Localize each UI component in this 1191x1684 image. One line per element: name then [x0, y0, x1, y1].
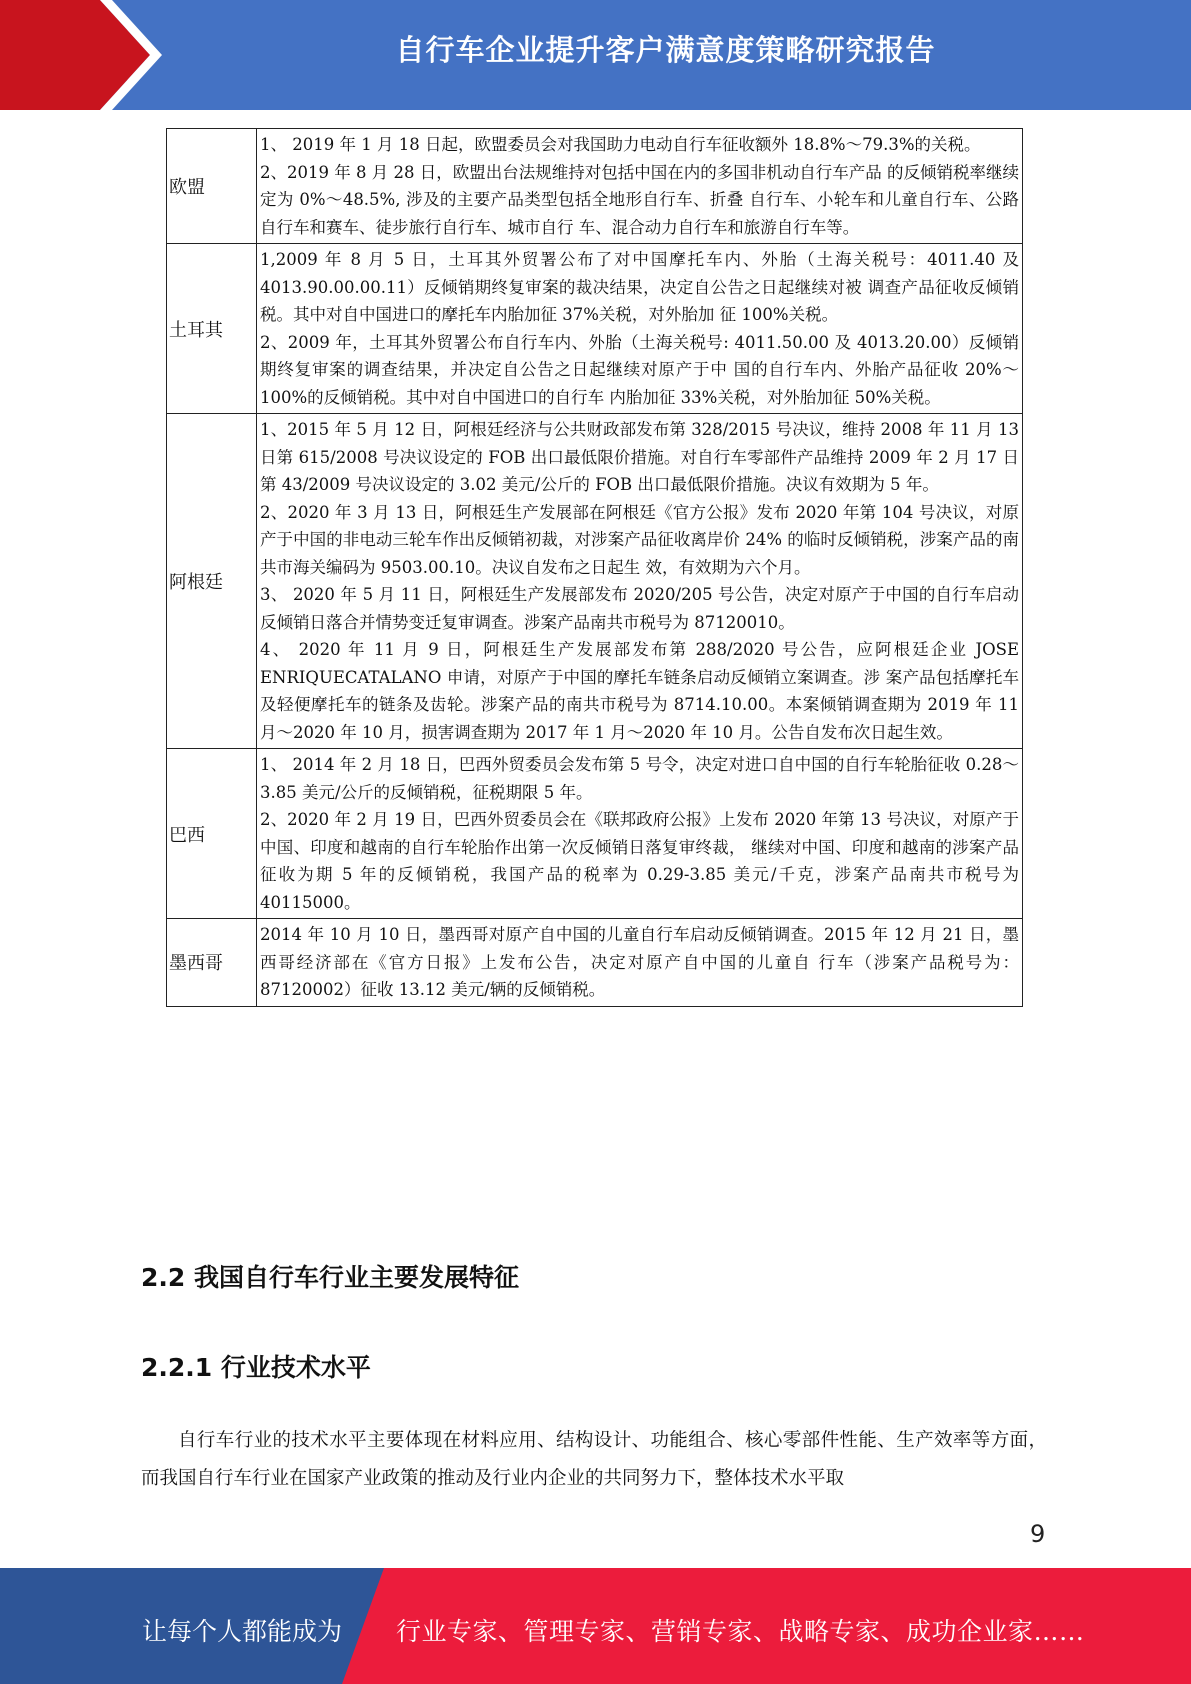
measures-cell [257, 414, 1023, 749]
header-banner [0, 0, 1191, 110]
measures-cell [257, 244, 1023, 414]
footer-banner [0, 1568, 1191, 1684]
subsection-heading: 2.2.1 行业技术水平 [141, 1353, 371, 1382]
anti-dumping-table [166, 128, 1023, 1007]
body-paragraph: 自行车行业的技术水平主要体现在材料应用、结构设计、功能组合、核心零部件性能、生产效率等方面，而我国自行车行业在国家产业政策的推动及行业内企业的共同努力下，整体技术水平取 [141, 1430, 1047, 1489]
page-number: 9 [1030, 1520, 1046, 1548]
table-row [167, 414, 1023, 749]
footer-slogan-right: 行业专家、管理专家、营销专家、战略专家、成功企业家…… [396, 1617, 1085, 1646]
country-cell: 欧盟 [167, 129, 257, 244]
measures-cell [257, 749, 1023, 919]
footer-slogan-left: 让每个人都能成为 [142, 1617, 343, 1646]
measure-paragraph: 2、2020 年 3 月 13 日，阿根廷生产发展部在阿根廷《官方公报》发布 2020 年第 104 号决议，对原产于中国的非电动三轮车作出反倾销初裁，对涉案产品征收离岸价 24% 的临时反倾销税，涉案产品的南共市海关编码为 9503.00.10。决议自发布之日起生 效，有效期为六个月。 [260, 502, 1019, 577]
measure-paragraph: 2、2019 年 8 月 28 日，欧盟出台法规维持对包括中国在内的多国非机动自行车产品 的反倾销税率继续定为 0%～48.5%, 涉及的主要产品类型包括全地形自行车、折叠 自行车、小轮车和儿童自行车、公路自行车和赛车、徒步旅行自行车、城市自行 车、混合动力自行车和旅游自行车等。 [260, 162, 1019, 237]
table-row [167, 749, 1023, 919]
table-row [167, 919, 1023, 1007]
country-cell: 巴西 [167, 749, 257, 919]
measure-paragraph: 2014 年 10 月 10 日，墨西哥对原产自中国的儿童自行车启动反倾销调查。2015 年 12 月 21 日，墨西哥经济部在《官方日报》上发布公告，决定对原产自中国的儿童自 行车（涉案产品税号为：87120002）征收 13.12 美元/辆的反倾销税。 [260, 925, 1019, 999]
country-cell: 墨西哥 [167, 919, 257, 1007]
measure-paragraph: 1、 2014 年 2 月 18 日，巴西外贸委员会发布第 5 号令，决定对进口自中国的自行车轮胎征收 0.28～3.85 美元/公斤的反倾销税，征税期限 5 年。 [260, 755, 1019, 802]
country-cell: 阿根廷 [167, 414, 257, 749]
measure-paragraph: 1、2015 年 5 月 12 日，阿根廷经济与公共财政部发布第 328/2015 号决议，维持 2008 年 11 月 13 日第 615/2008 号决议设定的 FOB 出口最低限价措施。对自行车零部件产品维持 2009 年 2 月 17 日第 43/2009 号决议设定的 3.02 美元/公斤的 FOB 出口最低限价措施。决议有效期为 5 年。 [260, 420, 1019, 494]
table-row [167, 244, 1023, 414]
section-heading: 2.2 我国自行车行业主要发展特征 [141, 1263, 519, 1292]
measure-paragraph: 3、 2020 年 5 月 11 日，阿根廷生产发展部发布 2020/205 号公告，决定对原产于中国的自行车启动反倾销日落合并情势变迁复审调查。涉案产品南共市税号为 87120010。 [260, 585, 1019, 632]
measure-paragraph: 1,2009 年 8 月 5 日，土耳其外贸署公布了对中国摩托车内、外胎（土海关税号：4011.40 及 4013.90.00.00.11）反倾销期终复审案的裁决结果，决定自公告之日起继续对被 调查产品征收反倾销税。其中对自中国进口的摩托车内胎加征 37%关税，对外胎加 征 100%关税。 [260, 250, 1019, 324]
measure-paragraph: 2、2020 年 2 月 19 日，巴西外贸委员会在《联邦政府公报》上发布 2020 年第 13 号决议，对原产于中国、印度和越南的自行车轮胎作出第一次反倾销日落复审终裁， 继续对中国、印度和越南的涉案产品征收为期 5 年的反倾销税，我国产品的税率为 0.29-3.85 美元/千克，涉案产品南共市税号为 40115000。 [260, 810, 1019, 912]
document-title: 自行车企业提升客户满意度策略研究报告 [395, 33, 936, 67]
measures-cell [257, 129, 1023, 244]
table-row [167, 129, 1023, 244]
measure-paragraph: 2、2009 年，土耳其外贸署公布自行车内、外胎（土海关税号: 4011.50.00 及 4013.20.00）反倾销期终复审案的调查结果，并决定自公告之日起继续对原产于中 国的自行车内、外胎产品征收 20%～100%的反倾销税。其中对自中国进口的自行车 内胎加征 33%关税，对外胎加征 50%关税。 [260, 332, 1019, 407]
measures-cell [257, 919, 1023, 1007]
measure-paragraph: 1、 2019 年 1 月 18 日起，欧盟委员会对我国助力电动自行车征收额外 18.8%～79.3%的关税。 [260, 135, 981, 154]
measure-paragraph: 4、 2020 年 11 月 9 日，阿根廷生产发展部发布第 288/2020 号公告，应阿根廷企业 JOSE ENRIQUECATALANO 申请，对原产于中国的摩托车链条启动反倾销立案调查。涉 案产品包括摩托车及轻便摩托车的链条及齿轮。涉案产品的南共市税号为 8714.10.00。本案倾销调查期为 2019 年 11 月～2020 年 10 月，损害调查期为 2017 年 1 月～2020 年 10 月。公告自发布次日起生效。 [260, 640, 1019, 742]
country-cell: 土耳其 [167, 244, 257, 414]
